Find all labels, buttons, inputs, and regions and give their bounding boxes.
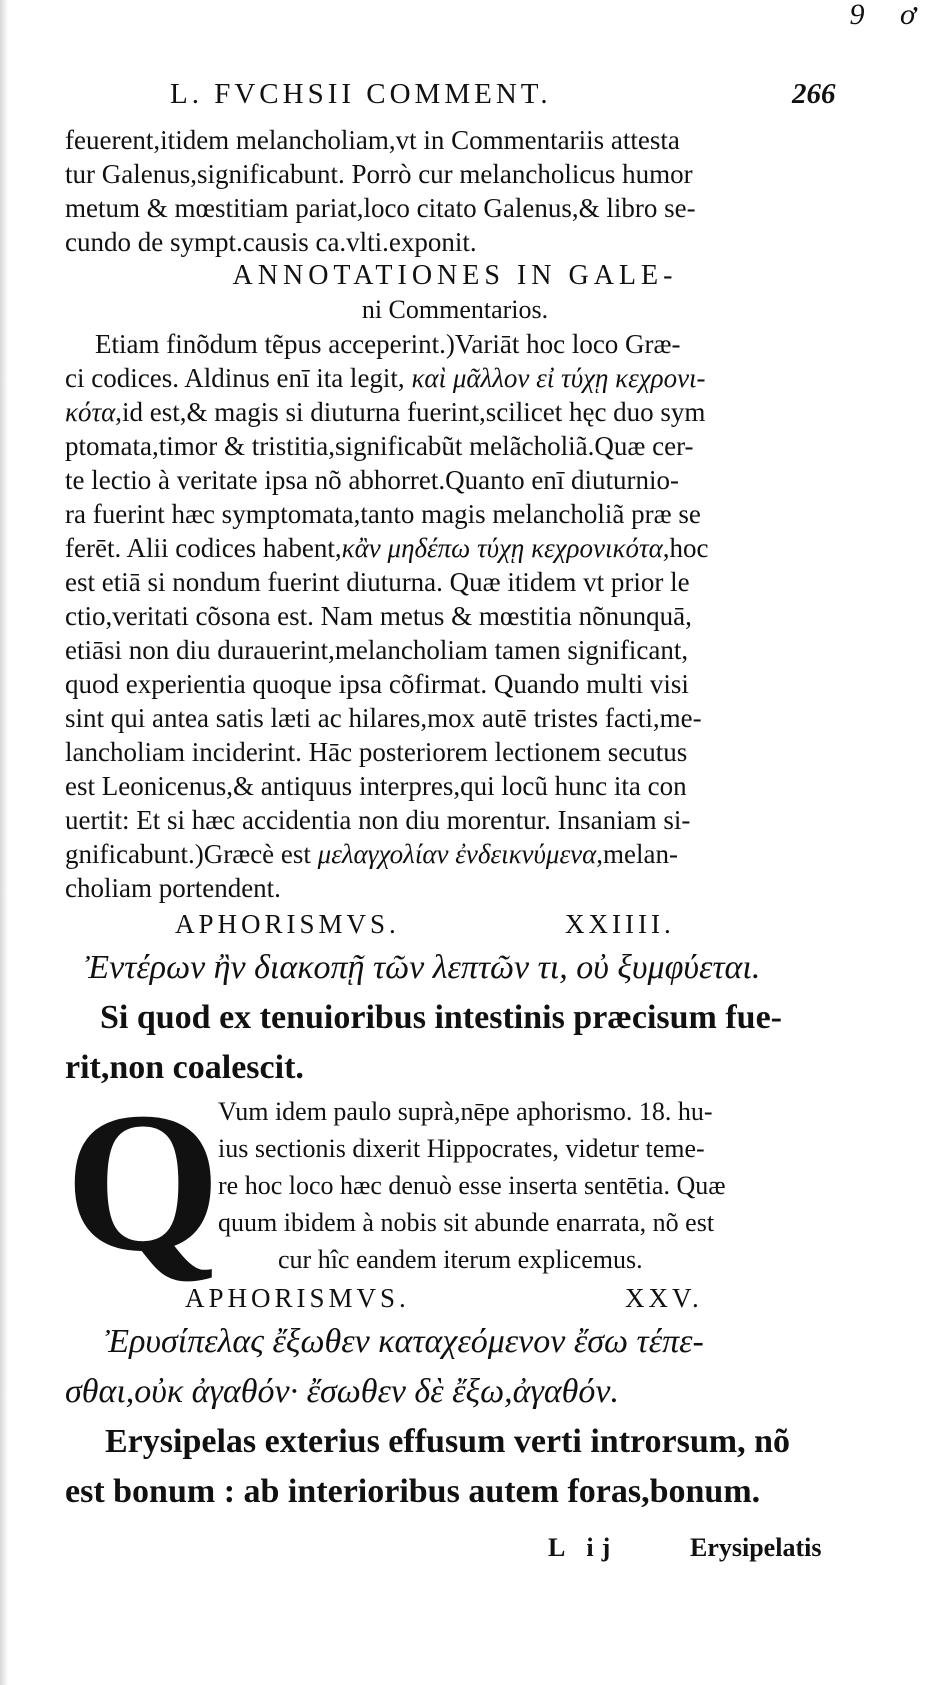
aphorism-24-title [65, 905, 845, 943]
aphorism-25-greek-line: Ἐρυσίπελας ἔξωθεν καταχεόμενον ἔσω τέπε- [105, 1323, 704, 1360]
folio-number: 266 [792, 78, 836, 110]
annotation-text: ,melan- [596, 839, 678, 869]
annotation-line [65, 803, 845, 837]
text-line: tur Galenus,significabunt. Porrò cur melancholicus humor [65, 159, 693, 189]
greek-quotation: κότα [65, 397, 116, 427]
annotation-text: ctio,veritati cõsona est. Nam metus & mœstitia nõnunquā, [65, 601, 692, 631]
aphorism-25-latin-line: Erysipelas exterius effusum verti introrsum, nõ [105, 1423, 790, 1460]
corner-mark: 9 ơ [849, 0, 930, 31]
annotation-text: te lectio à veritate ipsa nõ abhorret.Quanto enī diuturnio- [65, 465, 680, 495]
annotation-text: sint qui antea satis læti ac hilares,mox autē tristes facti,me- [65, 703, 702, 733]
running-title: L. FVCHSII COMMENT. [170, 78, 552, 110]
annotation-text: ra fuerint hæc symptomata,tanto magis melancholiã præ se [65, 499, 701, 529]
annotation-text: lancholiam inciderint. Hāc posteriorem lectionem secutus [65, 737, 688, 767]
annotation-line [65, 599, 845, 633]
main-text [65, 123, 845, 1517]
greek-quotation: μελαγχολίαν ἐνδεικνύμενα [317, 839, 597, 869]
aphorism-number: XXIIII. [565, 909, 675, 939]
annotation-text: est etiā si nondum fuerint diuturna. Quæ itidem vt prior le [65, 567, 690, 597]
annotation-line [65, 497, 845, 531]
annotations-heading: ANNOTATIONES IN GALE- [232, 260, 678, 291]
annotation-line [65, 769, 845, 803]
annotation-text: ci codices. Aldinus enī ita legit, [65, 363, 412, 393]
annotation-line [65, 701, 845, 735]
text-line: feuerent,itidem melancholiam,vt in Commentariis attesta [65, 125, 680, 155]
aphorism-25-title [65, 1279, 845, 1317]
drop-cap: Q [65, 1072, 221, 1293]
annotation-line [65, 871, 845, 905]
annotation-text: quod experientia quoque ipsa cõfirmat. Quando multi visi [65, 669, 689, 699]
commentary-line: re hoc loco hæc denuò esse inserta sentētia. Quæ [218, 1171, 726, 1200]
aphorism-24-latin-line: rit,non coalescit. [65, 1049, 304, 1086]
annotation-line [65, 361, 845, 395]
aphorism-25-latin-line: est bonum : ab interioribus autem foras,bonum. [65, 1473, 761, 1510]
aphorism-24-latin-line: Si quod ex tenuioribus intestinis præcisum fue- [100, 999, 782, 1036]
annotations-heading-sub: ni Commentarios. [361, 295, 549, 324]
annotation-line [65, 463, 845, 497]
annotation-text: etiāsi non diu durauerint,melancholiam tamen significant, [65, 635, 689, 665]
text-line: cundo de sympt.causis ca.vlti.exponit. [65, 227, 477, 257]
annotation-text: ptomata,timor & tristitia,significabũt melãcholiã.Quæ cer- [65, 431, 694, 461]
annotation-text: ,id est,& magis si diuturna fuerint,scilicet hęc duo sym [115, 397, 706, 427]
aphorism-number: XXV. [625, 1283, 703, 1313]
aphorism-24-commentary [65, 1072, 845, 1293]
annotation-text: est Leonicenus,& antiquus interpres,qui locũ hunc ita con [65, 771, 687, 801]
annotation-text: uertit: Et si hæc accidentia non diu morentur. Insaniam si- [65, 805, 691, 835]
annotation-text: ,hoc [662, 533, 709, 563]
annotation-text: Etiam finõdum tẽpus acceperint.)Variāt hoc loco Græ- [95, 329, 681, 359]
annotation-text: choliam portendent. [65, 873, 281, 903]
signature-mark: L ij [548, 1533, 619, 1562]
aphorism-label: APHORISMVS. [175, 909, 400, 939]
commentary-line: Vum idem paulo suprà,nēpe aphorismo. 18. hu- [218, 1097, 713, 1126]
commentary-line: quum ibidem à nobis sit abunde enarrata, nõ est [218, 1208, 715, 1237]
annotation-line [65, 531, 845, 565]
aphorism-24-greek: Ἐντέρων ἢν διακοπῇ τῶν λεπτῶν τι, οὐ ξυμφύεται. [85, 949, 761, 986]
annotation-line [65, 633, 845, 667]
annotations-paragraph [65, 327, 845, 905]
text-line: metum & mœstitiam pariat,loco citato Galenus,& libro se- [65, 193, 696, 223]
annotation-line [65, 735, 845, 769]
page-footer [0, 1528, 930, 1568]
page-gutter-shadow [0, 0, 8, 1685]
annotation-text: ferēt. Alii codices habent, [65, 533, 342, 563]
greek-quotation: κἂν μηδέπω τύχῃ κεχρονικότα [341, 533, 663, 563]
annotation-line [65, 395, 845, 429]
annotation-text: gnificabunt.)Græcè est [65, 839, 318, 869]
annotation-line [65, 667, 845, 701]
commentary-line: cur hîc eandem iterum explicemus. [278, 1245, 643, 1274]
running-head [0, 74, 930, 114]
annotation-line [65, 837, 845, 871]
aphorism-25-greek-line: σθαι,οὐκ ἀγαθόν· ἔσωθεν δὲ ἔξω,ἀγαθόν. [65, 1373, 619, 1410]
catchword: Erysipelatis [690, 1533, 822, 1562]
annotation-line [65, 327, 845, 361]
greek-quotation: καὶ μᾶλλον εἰ τύχῃ κεχρονι- [411, 363, 706, 393]
aphorism-label: APHORISMVS. [185, 1283, 410, 1313]
commentary-line: ius sectionis dixerit Hippocrates, videtur teme- [218, 1134, 705, 1163]
annotation-line [65, 429, 845, 463]
annotation-line [65, 565, 845, 599]
